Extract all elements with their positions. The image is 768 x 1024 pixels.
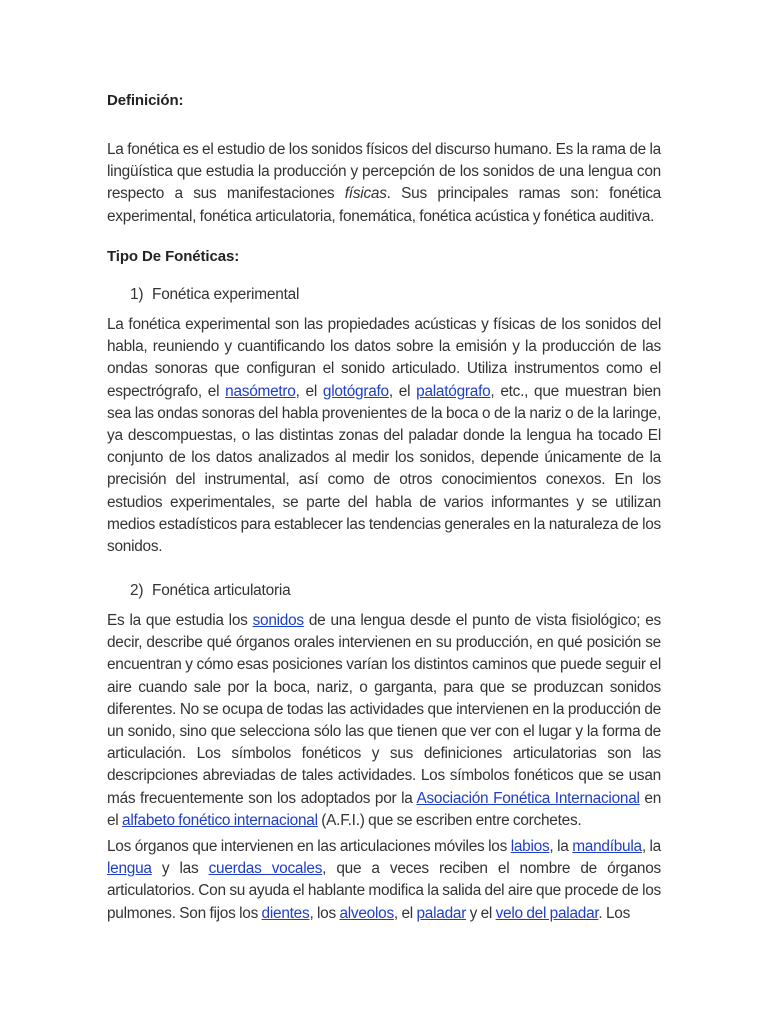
- list-number: 2): [130, 582, 144, 599]
- link-nasometro[interactable]: nasómetro: [225, 382, 296, 400]
- text-span: La fonética experimental son las propiedades acústicas y físicas de los sonidos del habla, reuniendo y cuantificando los datos sobre la emisión y la producción de las ondas sonoras que configuran el sonido articulado. Utiliza instrumentos como el espectrógrafo, el: [107, 316, 661, 400]
- link-lengua[interactable]: lengua: [107, 860, 152, 878]
- link-paladar[interactable]: paladar: [416, 904, 467, 922]
- text-span: de una lengua desde el punto de vista fisiológico; es decir, describe qué órganos orales intervienen en su producción, en qué posición se encuentran y cómo esas posiciones varían los distintos caminos que puede seguir el aire cuando sale por la boca, nariz, o garganta, para que se produzcan sonidos diferentes. No se ocupa de todas las actividades que intervienen en la producción de un sonido, sino que selecciona sólo las que tienen que ver con el lugar y la forma de articulación. Los símbolos fonéticos y sus definiciones articulatorias son las descripciones abreviadas de tales actividades. Los símbolos fonéticos que se usan más frecuentemente son los adoptados por la: [107, 612, 661, 807]
- link-asociacion-fonetica[interactable]: Asociación Fonética Internacional: [416, 789, 640, 807]
- text-span: y las: [151, 860, 209, 878]
- text-span: , el: [388, 382, 417, 400]
- link-alfabeto-fonetico[interactable]: alfabeto fonético internacional: [122, 811, 318, 829]
- list-number: 1): [130, 286, 144, 303]
- text-span: lengua: [588, 163, 633, 181]
- text-span: , etc., que muestran bien sea las ondas sonoras del habla provenientes de la boca o de la nariz o de la laringe, ya descompuestas, o las distintas zonas del paladar donde la lengua ha tocado El conjunto de los datos analizados al medir los sonidos, depende únicamente de la precisión del instrumental, así como de otros conocimientos conexos. En los estudios experimentales, se parte del habla de varios informantes y se utilizan medios estadísticos para establecer las tendencias generales en la naturaleza de los sonidos.: [107, 382, 661, 556]
- heading-definicion: Definición:: [107, 92, 184, 109]
- list-item-articulatoria: [130, 580, 290, 602]
- text-span: , los: [309, 904, 340, 922]
- text-span: , el: [295, 382, 323, 400]
- text-span: . Los: [598, 904, 631, 922]
- link-cuerdas-vocales[interactable]: cuerdas vocales: [208, 860, 323, 878]
- text-span: La fonética: [107, 141, 183, 158]
- organos-paragraph: [107, 836, 661, 925]
- link-mandibula[interactable]: mandíbula: [572, 838, 642, 855]
- text-span: lingüística: [107, 163, 173, 181]
- text-span: en el: [107, 789, 662, 829]
- link-velo-del-paladar[interactable]: velo del paladar: [495, 904, 599, 922]
- list-label: Fonética experimental: [152, 286, 300, 303]
- heading-tipos: Tipo De Fonéticas:: [107, 248, 240, 265]
- link-dientes[interactable]: dientes: [261, 904, 310, 922]
- text-span: Los órganos que intervienen en las articulaciones móviles los: [107, 838, 511, 855]
- text-span: Es la que estudia los: [107, 612, 253, 629]
- experimental-paragraph: [107, 314, 661, 558]
- text-span: . Sus principales ramas son: fonética experimental, fonética articulatoria, fonemática, fonética acústica y fonética auditiva.: [107, 185, 661, 225]
- link-sonidos[interactable]: sonidos: [252, 612, 304, 629]
- text-span: es el estudio de los sonidos físicos del discurso humano. Es la rama de la: [182, 141, 661, 158]
- text-span: , el: [393, 904, 417, 922]
- link-labios[interactable]: labios: [510, 838, 550, 855]
- text-span: , que a veces reciben el nombre de órganos articulatorios. Con su ayuda el hablante modifica la salida del aire que procede de los pulmones. Son fijos los: [107, 860, 661, 922]
- link-palatografo[interactable]: palatógrafo: [416, 382, 491, 400]
- text-span: (A.F.I.) que se escriben entre corchetes.: [317, 811, 582, 829]
- text-span: que estudia la producción y percepción de los sonidos de una: [172, 163, 589, 181]
- articulatoria-paragraph: [107, 610, 661, 832]
- definition-paragraph: [107, 139, 661, 228]
- text-span: , la: [641, 838, 661, 855]
- text-span: , la: [549, 838, 573, 855]
- list-label: Fonética articulatoria: [152, 582, 291, 599]
- link-alveolos[interactable]: alveolos: [339, 904, 394, 922]
- text-span: con respecto a sus manifestaciones: [107, 163, 661, 203]
- link-glotografo[interactable]: glotógrafo: [322, 382, 389, 400]
- list-item-experimental: [130, 284, 299, 306]
- italic-text: físicas: [344, 185, 387, 203]
- text-span: y el: [466, 904, 496, 922]
